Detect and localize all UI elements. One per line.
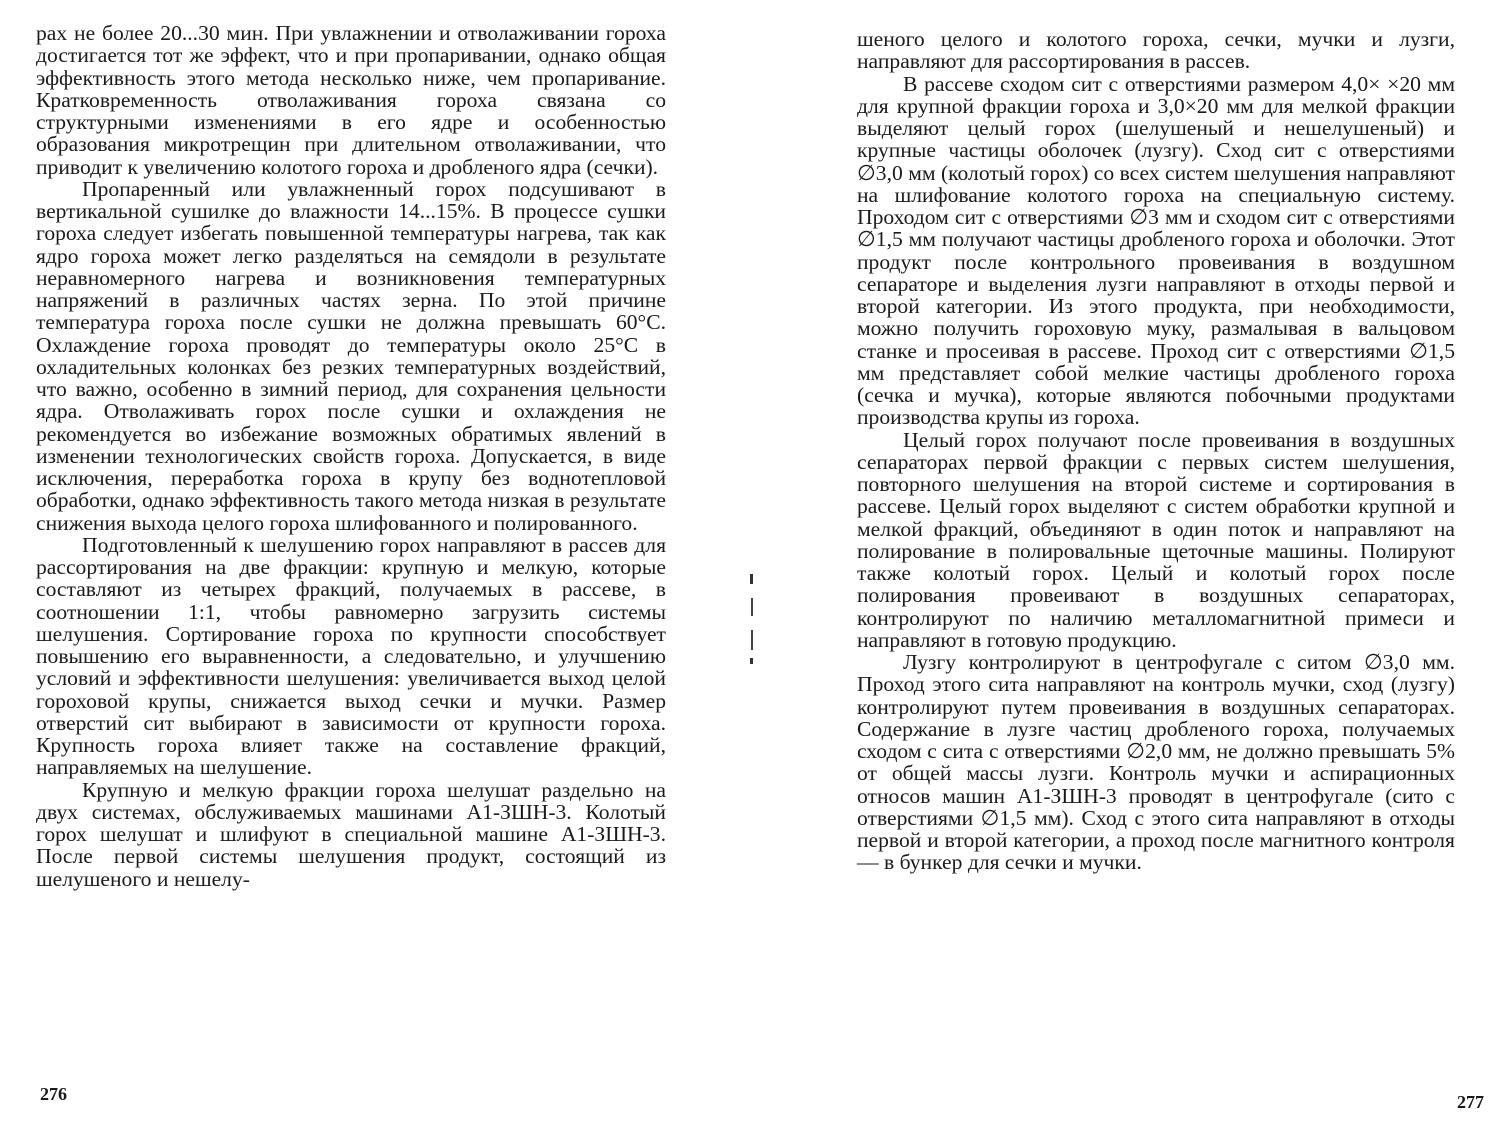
paragraph: Подготовленный к шелушению горох направляют в рассев для рассортирования на две фракции: крупную и мелкую, которые составляют из четырех фракций, получаемых в рассеве, в соотношении 1:1, чтобы равномерно загрузить системы шелушения. Сортирование гороха по крупности способствует повышению его выравненности, а следовательно, и улучшению условий и эффективности шелушения: увеличивается выход целой гороховой крупы, снижается выход сечки и мучки. Размер отверстий сит выбирают в зависимости от крупности гороха. Крупность гороха влияет также на составление фракций, направляемых на шелушение. (36, 532, 666, 780)
page-number: 277 (1457, 1092, 1484, 1112)
right-page (770, 0, 1512, 1126)
paragraph: Пропаренный или увлажненный горох подсушивают в вертикальной сушилке до влажности 14...15%. В процессе сушки гороха следует избегать повышенной температуры нагрева, так как ядро гороха может легко разделяться на семядоли в результате неравномерного нагрева и возникновения температурных напряжений в различных частях зерна. По этой причине температура гороха после сушки не должна превышать 60°С. Охлаждение гороха проводят до температуры около 25°С в охладительных колонках без резких температурных воздействий, что важно, особенно в зимний период, для сохранения цельности ядра. Отволаживать горох после сушки и охлаждения не рекомендуется во избежание возможных обратимых явлений в изменении технологических свойств гороха. Допускается, в виде исключения, переработка гороха в крупу без воднотепловой обработки, однако эффективность такого метода низкая в результате снижения выхода целого гороха шлифованного и полированного. (36, 176, 666, 535)
gutter-scan-mark (748, 572, 756, 668)
left-page-text (36, 22, 666, 890)
paragraph: Целый горох получают после провеивания в воздушных сепараторах первой фракции с первых систем шелушения, повторного шелушения на второй системе и сортирования в рассеве. Целый горох выделяют с систем обработки крупной и мелкой фракций, объединяют в один поток и направляют на полирование в полировальные щеточные машины. Полируют также колотый горох. Целый и колотый горох после полирования провеивают в воздушных сепараторах, контролируют по наличию металломагнитной примеси и направляют в готовую продукцию. (857, 427, 1455, 652)
page-number: 276 (40, 1084, 67, 1104)
paragraph: шеного целого и колотого гороха, сечки, мучки и лузги, направляют для рассортирования в рассев. (857, 27, 1455, 74)
paragraph: В рассеве сходом сит с отверстиями размером 4,0× ×20 мм для крупной фракции гороха и 3,0×20 мм для мелкой фракции выделяют целый горох (шелушеный и нешелушеный) и крупные частицы оболочек (лузгу). Сход сит с отверстиями ∅3,0 мм (колотый горох) со всех систем шелушения направляют на шлифование колотого гороха на специальную систему. Проходом сит с отверстиями ∅3 мм и сходом сит с отверстиями ∅1,5 мм получают частицы дробленого гороха и оболочки. Этот продукт после контрольного провеивания в воздушном сепараторе и выделения лузги направляют в отходы первой и второй категории. Из этого продукта, при необходимости, можно получить гороховую муку, размалывая в вальцовом станке и просеивая в рассеве. Проход сит с отверстиями ∅1,5 мм представляет собой мелкие частицы дробленого гороха (сечка и мучка), которые являются побочными продуктами производства крупы из гороха. (857, 71, 1455, 430)
left-page (0, 0, 740, 1126)
paragraph: Лузгу контролируют в центрофугале с ситом ∅3,0 мм. Проход этого сита направляют на контроль мучки, сход (лузгу) контролируют путем провеивания в воздушных сепараторах. Содержание в лузге частиц дробленого гороха, получаемых сходом с сита с отверстиями ∅2,0 мм, не должно превышать 5% от общей массы лузги. Контроль мучки и аспирационных относов машин А1-ЗШН-3 проводят в центрофугале (сито с отверстиями ∅1,5 мм). Сход с этого сита направляют в отходы первой и второй категории, а проход после магнитного контроля — в бункер для сечки и мучки. (857, 650, 1455, 875)
paragraph: Крупную и мелкую фракции гороха шелушат раздельно на двух системах, обслуживаемых машинами А1-ЗШН-3. Колотый горох шелушат и шлифуют в специальной машине А1-ЗШН-3. После первой системы шелушения продукт, состоящий из шелушеного и нешелу- (36, 777, 666, 891)
right-page-text (857, 28, 1455, 874)
paragraph: рах не более 20...30 мин. При увлажнении и отволаживании гороха достигается тот же эффект, что и при пропаривании, однако общая эффективность этого метода несколько ниже, чем пропаривание. Кратковременность отволаживания гороха связана со структурными изменениями в его ядре и особенностью образования микротрещин при длительном отволаживании, что приводит к увеличению колотого гороха и дробленого ядра (сечки). (36, 21, 666, 179)
